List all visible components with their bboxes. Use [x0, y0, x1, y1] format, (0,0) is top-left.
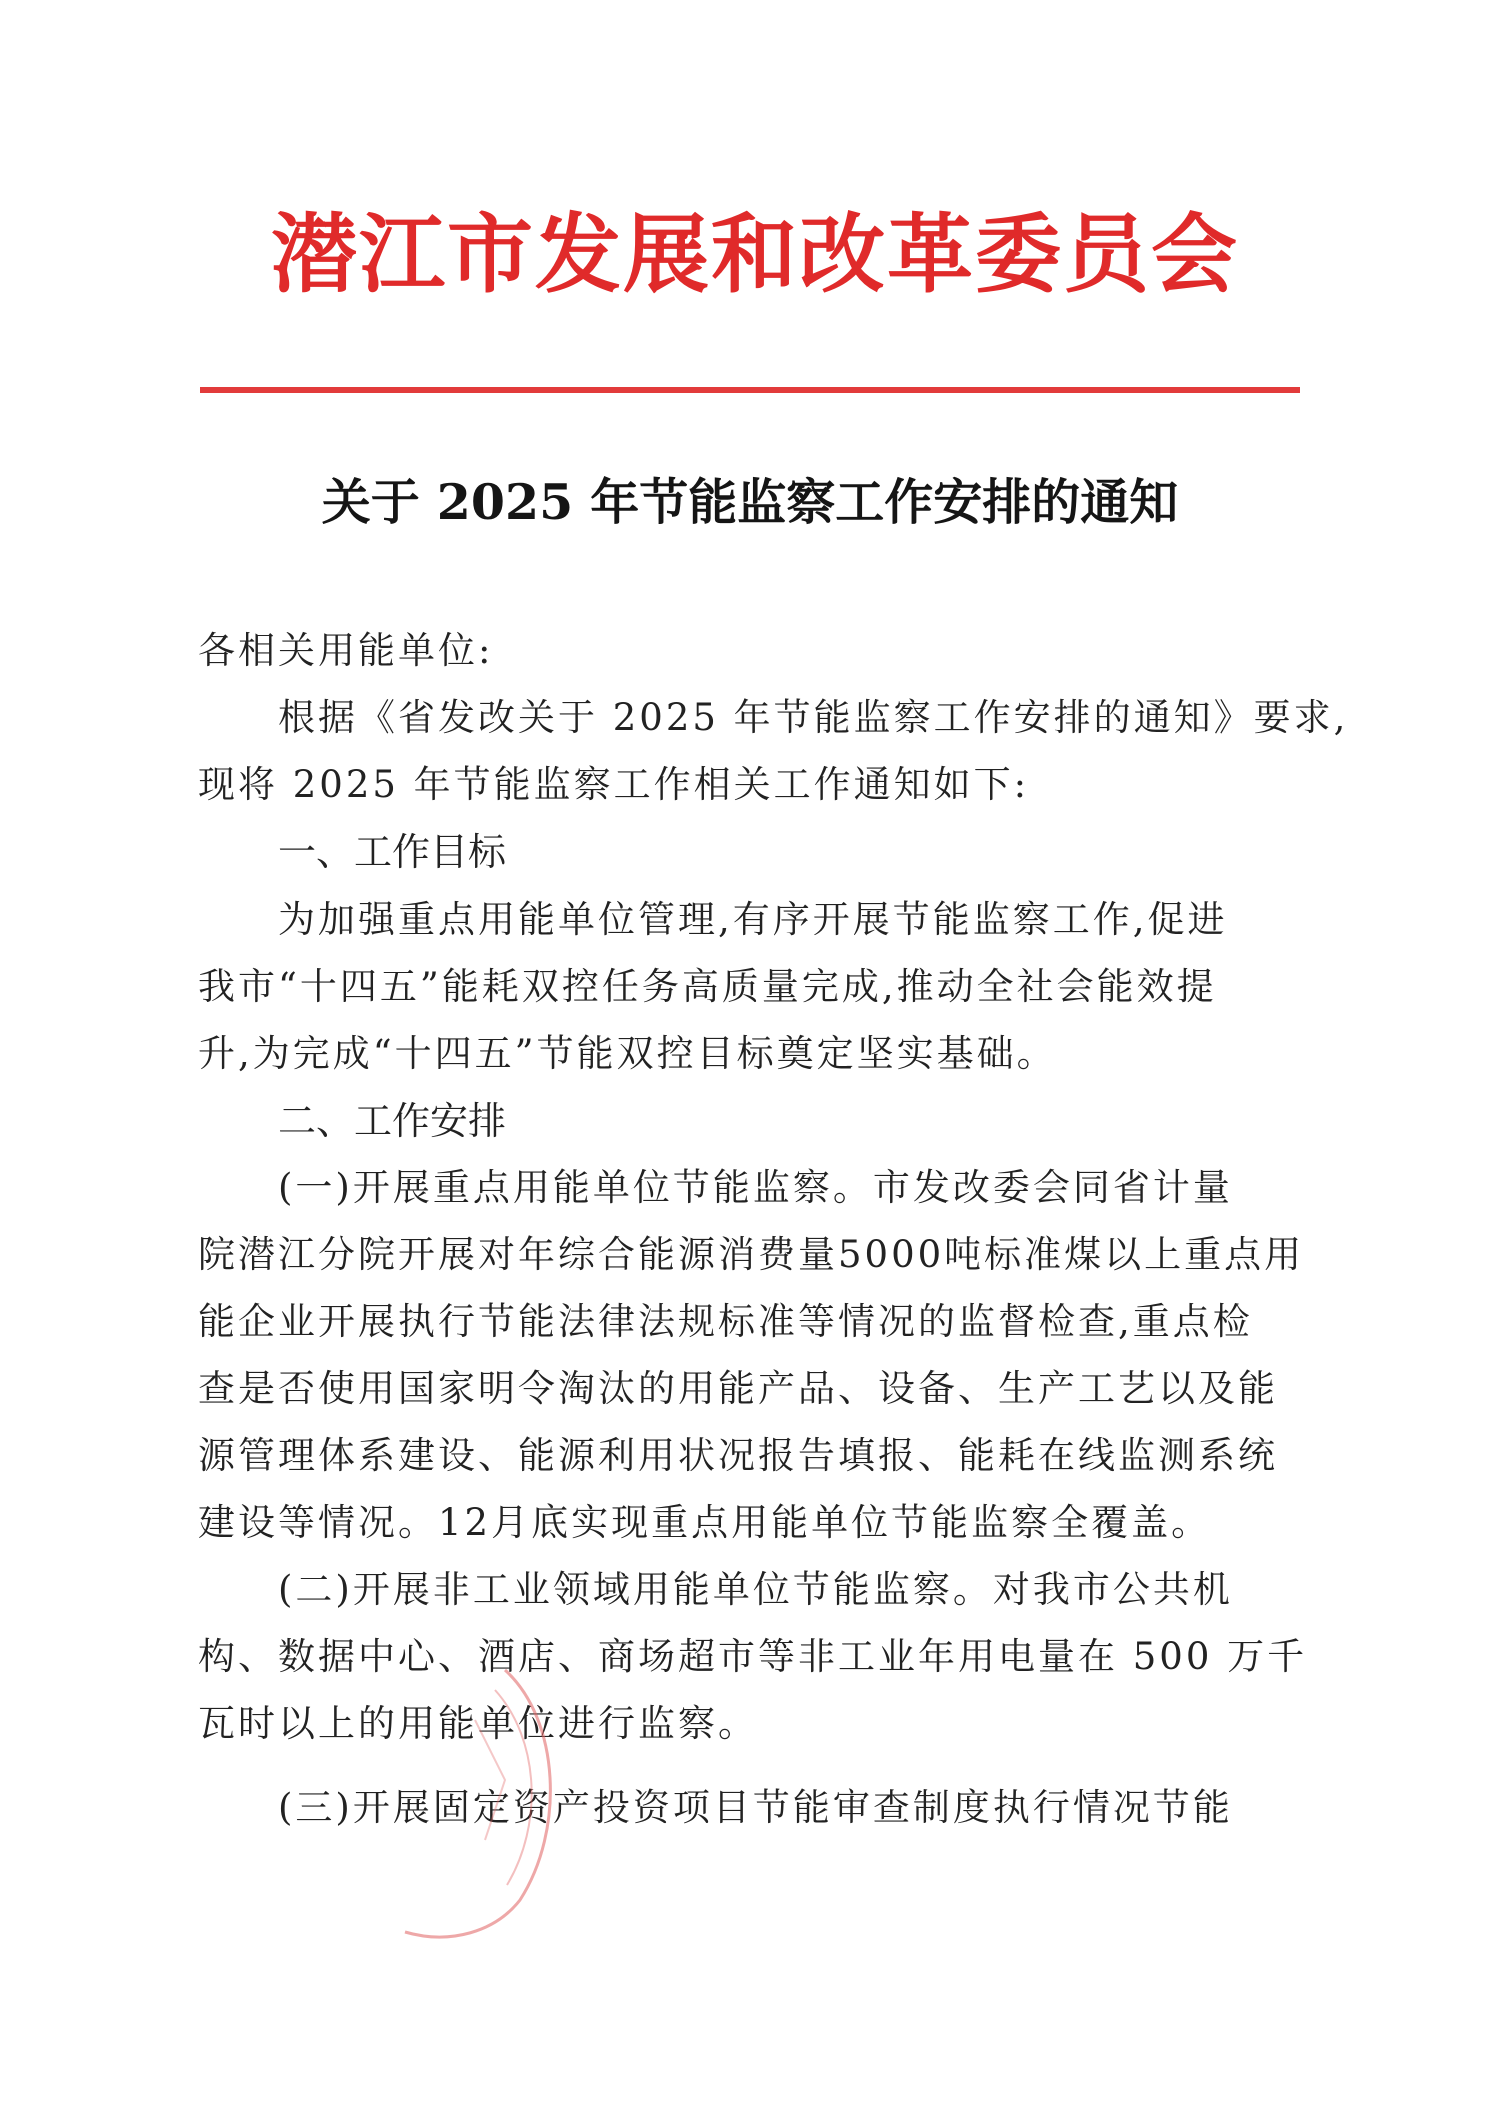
section-1-line-2: 我市“十四五”能耗双控任务高质量完成,推动全社会能效提: [198, 965, 1217, 1008]
item-2-line-1: (二)开展非工业领域用能单位节能监察。对我市公共机: [278, 1568, 1233, 1611]
intro-line-2: 现将 2025 年节能监察工作相关工作通知如下:: [198, 763, 1030, 806]
item-2-line-3: 瓦时以上的用能单位进行监察。: [198, 1702, 758, 1745]
org-letterhead: 潜江市发展和改革委员会: [271, 204, 1239, 305]
item-3-line-1: (三)开展固定资产投资项目节能审查制度执行情况节能: [278, 1786, 1233, 1829]
item-1-line-3: 能企业开展执行节能法律法规标准等情况的监督检查,重点检: [198, 1300, 1253, 1343]
item-2-line-2: 构、数据中心、酒店、商场超市等非工业年用电量在 500 万千: [198, 1635, 1308, 1678]
item-1-line-4: 查是否使用国家明令淘汰的用能产品、设备、生产工艺以及能: [198, 1367, 1278, 1410]
letterhead-divider: [200, 387, 1300, 393]
document-title: 关于 2025 年节能监察工作安排的通知: [321, 473, 1179, 531]
item-1-line-2: 院潜江分院开展对年综合能源消费量5000吨标准煤以上重点用: [198, 1233, 1305, 1276]
item-1-line-5: 源管理体系建设、能源利用状况报告填报、能耗在线监测系统: [198, 1434, 1278, 1477]
salutation: 各相关用能单位:: [198, 629, 494, 672]
item-1-line-6: 建设等情况。12月底实现重点用能单位节能监察全覆盖。: [198, 1501, 1212, 1544]
section-1-line-1: 为加强重点用能单位管理,有序开展节能监察工作,促进: [278, 898, 1228, 941]
section-2-heading: 二、工作安排: [278, 1099, 507, 1143]
intro-line-1: 根据《省发改关于 2025 年节能监察工作安排的通知》要求,: [278, 696, 1349, 739]
item-1-line-1: (一)开展重点用能单位节能监察。市发改委会同省计量: [278, 1166, 1233, 1209]
section-1-heading: 一、工作目标: [278, 830, 507, 874]
section-1-line-3: 升,为完成“十四五”节能双控目标奠定坚实基础。: [198, 1032, 1057, 1075]
